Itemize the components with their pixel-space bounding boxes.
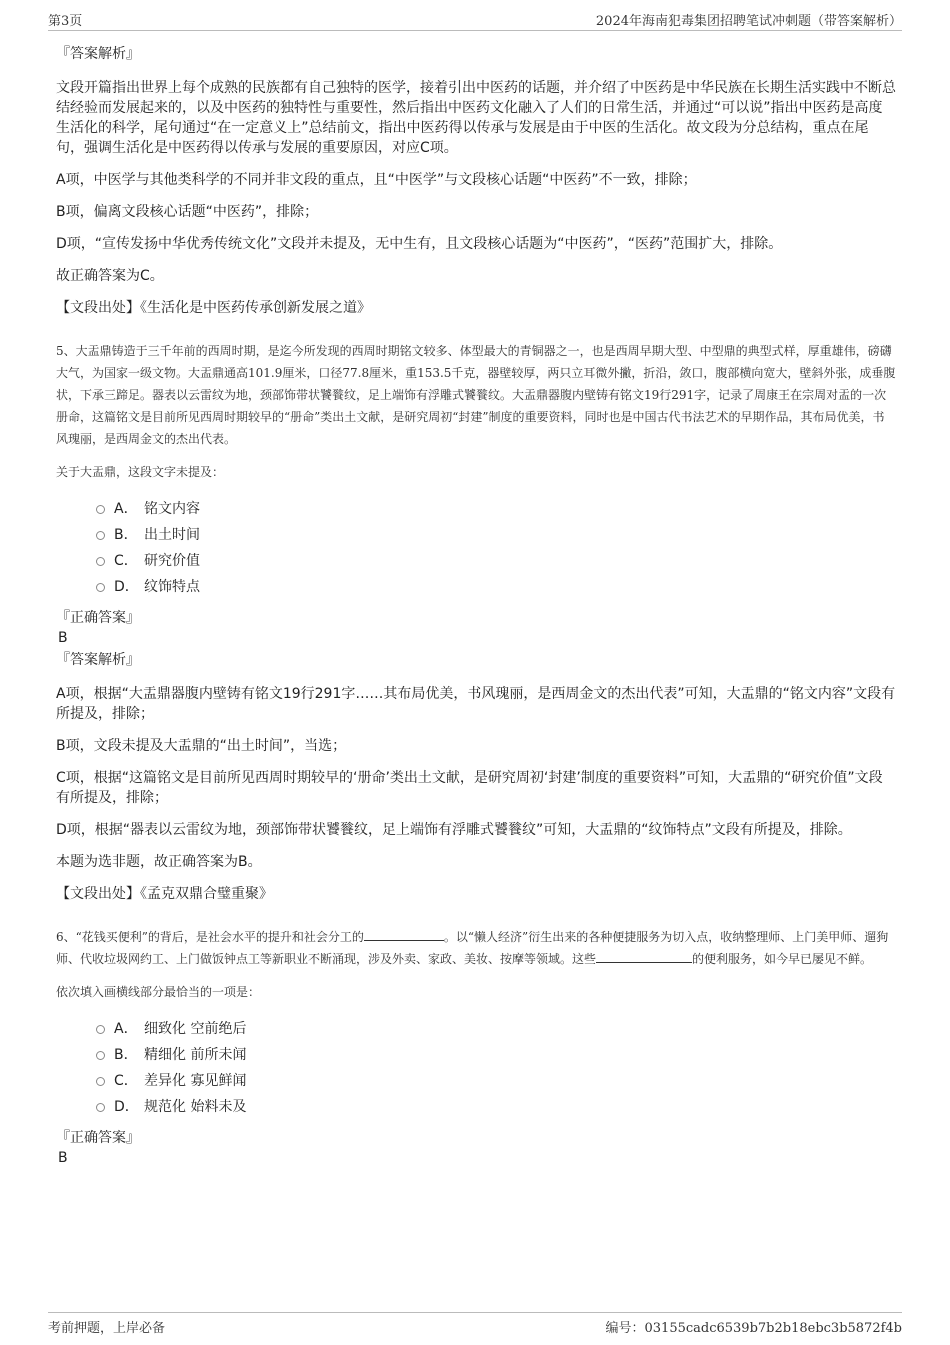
question-5-options: [96, 496, 896, 600]
option-key: A．: [114, 1021, 138, 1037]
stem-part: 的便利服务，如今早已屡见不鲜。: [692, 952, 873, 966]
source-citation: 【文段出处】《生活化是中医药传承创新发展之道》: [56, 300, 371, 316]
option-text: 出土时间: [144, 527, 200, 543]
option-text: 研究价值: [144, 553, 200, 569]
option-text: 铭文内容: [144, 501, 200, 517]
option-key: B．: [114, 527, 138, 543]
option-text: 细致化 空前绝后: [144, 1021, 247, 1037]
option-text: 纹饰特点: [144, 579, 200, 595]
question-6-options: [96, 1016, 896, 1120]
option-key: C．: [114, 1073, 138, 1089]
question-6-stem: [56, 926, 896, 970]
analysis-conclusion: 本题为选非题，故正确答案为B。: [56, 854, 262, 870]
footer-slogan: 考前押题，上岸必备: [48, 1321, 166, 1336]
analysis-paragraph: C项，根据“这篇铭文是目前所见西周时期较早的‘册命’类出土文献，是研究周初‘封建’制度的重要资料”可知，大盂鼎的“研究价值”文段有所提及，排除；: [56, 770, 883, 806]
radio-icon[interactable]: [96, 1077, 105, 1086]
radio-icon[interactable]: [96, 1103, 105, 1112]
radio-icon[interactable]: [96, 1051, 105, 1060]
option-key: A．: [114, 501, 138, 517]
correct-answer: B: [58, 1150, 68, 1166]
page-footer: [48, 1312, 902, 1337]
option-a[interactable]: [96, 496, 896, 522]
option-text: 差异化 寡见鲜闻: [144, 1073, 247, 1089]
correct-answer-label: 『正确答案』: [56, 1130, 140, 1146]
analysis-paragraph: D项，“宣传发扬中华优秀传统文化”文段并未提及，无中生有，且文段核心话题为“中医药”，“医药”范围扩大，排除。: [56, 236, 783, 252]
question-5-stem: 5、大盂鼎铸造于三千年前的西周时期，是迄今所发现的西周时期铭文较多、体型最大的青铜器之一，也是西周早期大型、中型鼎的典型式样，厚重雄伟，磅礴大气，为国家一级文物。大盂鼎通高101.9厘米，口径77.8厘米，重153.5千克，器壁较厚，两只立耳微外撇，折沿，敛口，腹部横向宽大，壁斜外张，成垂腹状，下承三蹄足。器表以云雷纹为地，颈部饰带状饕餮纹，足上端饰有浮雕式饕餮纹。大盂鼎器腹内壁铸有铭文19行291字，记录了周康王在宗周对盂的一次册命，这篇铭文是目前所见西周时期较早的“册命”类出土文献，是研究周初“封建”制度的重要资料，同时也是中国古代书法艺术的早期作品，其布局优美，书风瑰丽，是西周金文的杰出代表。: [56, 344, 896, 446]
question-5-prompt: 关于大盂鼎，这段文字未提及：: [56, 465, 225, 479]
analysis-paragraph: B项，文段未提及大盂鼎的“出土时间”，当选；: [56, 738, 347, 754]
analysis-label: 『答案解析』: [56, 652, 140, 668]
fill-blank: [596, 950, 692, 963]
option-d[interactable]: [96, 1094, 896, 1120]
stem-part: 6、“花钱买便利”的背后，是社会水平的提升和社会分工的: [56, 930, 364, 944]
correct-answer: B: [58, 630, 68, 646]
option-c[interactable]: [96, 548, 896, 574]
option-key: C．: [114, 553, 138, 569]
page-number: 第3页: [48, 14, 83, 29]
radio-icon[interactable]: [96, 557, 105, 566]
question-6-prompt: 依次填入画横线部分最恰当的一项是：: [56, 985, 261, 999]
analysis-label: 『答案解析』: [56, 46, 140, 62]
fill-blank: [364, 928, 444, 941]
radio-icon[interactable]: [96, 531, 105, 540]
document-id: 编号：03155cadc6539b7b2b18ebc3b5872f4b: [605, 1321, 902, 1336]
page-content: [56, 44, 896, 1170]
analysis-conclusion: 故正确答案为C。: [56, 268, 164, 284]
analysis-paragraph: A项，根据“大盂鼎器腹内壁铸有铭文19行291字……其布局优美，书风瑰丽，是西周金文的杰出代表”可知，大盂鼎的“铭文内容”文段有所提及，排除；: [56, 686, 896, 722]
option-key: D．: [114, 579, 139, 595]
radio-icon[interactable]: [96, 1025, 105, 1034]
analysis-paragraph: A项，中医学与其他类科学的不同并非文段的重点，且“中医学”与文段核心话题“中医药”不一致，排除；: [56, 172, 697, 188]
analysis-paragraph: D项，根据“器表以云雷纹为地，颈部饰带状饕餮纹，足上端饰有浮雕式饕餮纹”可知，大盂鼎的“纹饰特点”文段有所提及，排除。: [56, 822, 852, 838]
option-key: D．: [114, 1099, 139, 1115]
correct-answer-label: 『正确答案』: [56, 610, 140, 626]
radio-icon[interactable]: [96, 505, 105, 514]
option-a[interactable]: [96, 1016, 896, 1042]
radio-icon[interactable]: [96, 583, 105, 592]
stem-part: 。以“懒人经济”衍生出来的各种便捷服务为切入点，收纳整理师、上门美甲师、遛狗师、代收垃圾网约工、上门做饭钟点工等新职业不断涌现，涉及外卖、家政、美妆、按摩等领域。这些: [56, 930, 889, 966]
option-c[interactable]: [96, 1068, 896, 1094]
option-b[interactable]: [96, 522, 896, 548]
analysis-paragraph: B项，偏离文段核心话题“中医药”，排除；: [56, 204, 319, 220]
page-header: [48, 8, 902, 31]
source-citation: 【文段出处】《孟克双鼎合璧重聚》: [56, 886, 273, 902]
option-d[interactable]: [96, 574, 896, 600]
analysis-paragraph: 文段开篇指出世界上每个成熟的民族都有自己独特的医学，接着引出中医药的话题，并介绍了中医药是中华民族在长期生活实践中不断总结经验而发展起来的，以及中医药的独特性与重要性，然后指出中医药文化融入了人们的日常生活，并通过“可以说”指出中医药是高度生活化的科学，尾句通过“在一定意义上”总结前文，指出中医药得以传承与发展是由于中医的生活化。故文段为分总结构，重点在尾句，强调生活化是中医药得以传承与发展的重要原因，对应C项。: [56, 80, 896, 156]
option-b[interactable]: [96, 1042, 896, 1068]
document-title: 2024年海南犯毒集团招聘笔试冲刺题（带答案解析）: [595, 14, 902, 29]
option-key: B．: [114, 1047, 138, 1063]
option-text: 规范化 始料未及: [144, 1099, 247, 1115]
option-text: 精细化 前所未闻: [144, 1047, 247, 1063]
